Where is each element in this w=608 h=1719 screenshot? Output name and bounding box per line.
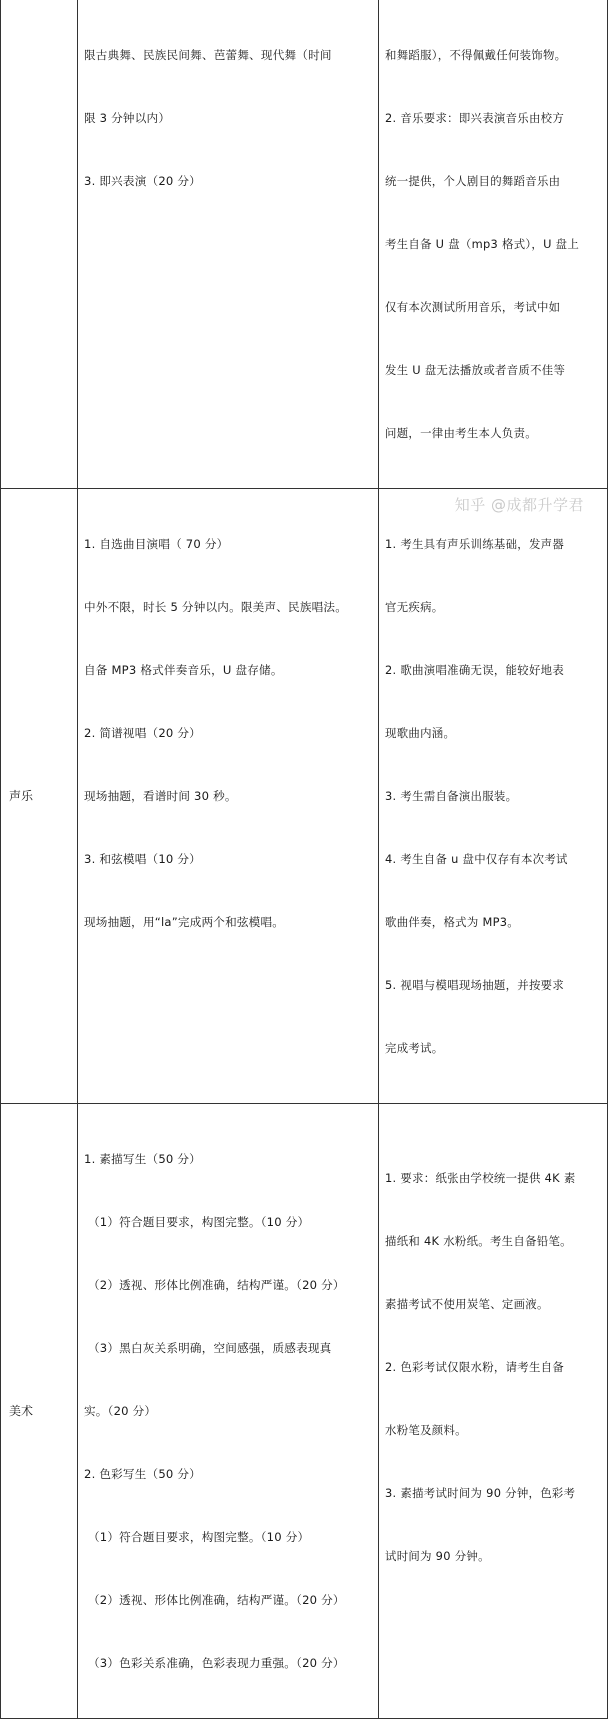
content-line: 限 3 分钟以内）	[84, 111, 171, 125]
content-line: 3. 和弦模唱（10 分）	[84, 852, 201, 866]
requirement-line: 1. 要求：纸张由学校统一提供 4K 素	[385, 1171, 576, 1185]
requirement-line: 官无疾病。	[385, 600, 444, 614]
requirement-line: 问题，一律由考生本人负责。	[385, 426, 537, 440]
content-line: （2）透视、形体比例准确，结构严谨。（20 分）	[88, 1593, 345, 1607]
requirement-line: 2. 音乐要求：即兴表演音乐由校方	[385, 111, 565, 125]
requirement-line: 统一提供，个人剧目的舞蹈音乐由	[385, 174, 561, 188]
content-line: 自备 MP3 格式伴奏音乐，U 盘存储。	[84, 663, 283, 677]
content-line: 实。（20 分）	[84, 1404, 157, 1418]
content-line: 2. 色彩写生（50 分）	[84, 1467, 201, 1481]
content-line: （3）黑白灰关系明确，空间感强，质感表现真	[88, 1341, 332, 1355]
content-cell	[78, 489, 379, 1104]
content-cell	[78, 1104, 379, 1719]
requirement-line: 现歌曲内涵。	[385, 726, 456, 740]
requirement-line: 3. 考生需自备演出服装。	[385, 789, 518, 803]
content-line: 1. 自选曲目演唱（ 70 分）	[84, 537, 229, 551]
requirement-line: 仅有本次测试所用音乐，考试中如	[385, 300, 561, 314]
content-line: 现场抽题，用“la”完成两个和弦模唱。	[84, 915, 285, 929]
content-line: （2）透视、形体比例准确，结构严谨。（20 分）	[88, 1278, 345, 1292]
content-line: 现场抽题，看谱时间 30 秒。	[84, 789, 237, 803]
subject-cell	[1, 0, 78, 489]
subject-cell: 声乐	[1, 489, 78, 1104]
requirement-line: 发生 U 盘无法播放或者音质不佳等	[385, 363, 566, 377]
content-line: 2. 简谱视唱（20 分）	[84, 726, 201, 740]
content-line: （1）符合题目要求，构图完整。（10 分）	[88, 1530, 310, 1544]
requirement-line: 4. 考生自备 u 盘中仅存有本次考试	[385, 852, 568, 866]
requirements-cell	[379, 0, 608, 489]
content-line: （1）符合题目要求，构图完整。（10 分）	[88, 1215, 310, 1229]
content-cell	[78, 0, 379, 489]
requirements-cell	[379, 1104, 608, 1719]
requirements-cell	[379, 489, 608, 1104]
requirement-line: 3. 素描考试时间为 90 分钟，色彩考	[385, 1486, 576, 1500]
content-line: 1. 素描写生（50 分）	[84, 1152, 201, 1166]
watermark-handle: @成都升学君	[490, 496, 584, 514]
content-line: 限古典舞、民族民间舞、芭蕾舞、现代舞（时间	[84, 48, 332, 62]
requirement-line: 素描考试不使用炭笔、定画液。	[385, 1297, 549, 1311]
requirement-line: 和舞蹈服），不得佩戴任何装饰物。	[385, 48, 567, 62]
requirement-line: 2. 歌曲演唱准确无误，能较好地表	[385, 663, 565, 677]
content-line: 3. 即兴表演（20 分）	[84, 174, 201, 188]
requirement-line: 2. 色彩考试仅限水粉，请考生自备	[385, 1360, 565, 1374]
content-line: 中外不限，时长 5 分钟以内。限美声、民族唱法。	[84, 600, 348, 614]
content-line: （3）色彩关系准确，色彩表现力重强。（20 分）	[88, 1656, 345, 1670]
watermark-brand: 知乎	[454, 496, 486, 514]
requirement-line: 水粉笔及颜料。	[385, 1423, 467, 1437]
requirement-line: 1. 考生具有声乐训练基础，发声器	[385, 537, 565, 551]
table-row-vocal	[1, 489, 608, 1104]
requirement-line: 完成考试。	[385, 1041, 444, 1055]
requirement-line: 试时间为 90 分钟。	[385, 1549, 490, 1563]
requirement-line: 5. 视唱与模唱现场抽题，并按要求	[385, 978, 565, 992]
subject-cell: 美术	[1, 1104, 78, 1719]
requirement-line: 歌曲伴奏，格式为 MP3。	[385, 915, 519, 929]
requirement-line: 考生自备 U 盘（mp3 格式），U 盘上	[385, 237, 580, 251]
requirement-line: 描纸和 4K 水粉纸。考生自备铅笔。	[385, 1234, 572, 1248]
table-row-dance	[1, 0, 608, 489]
table-row-art	[1, 1104, 608, 1719]
